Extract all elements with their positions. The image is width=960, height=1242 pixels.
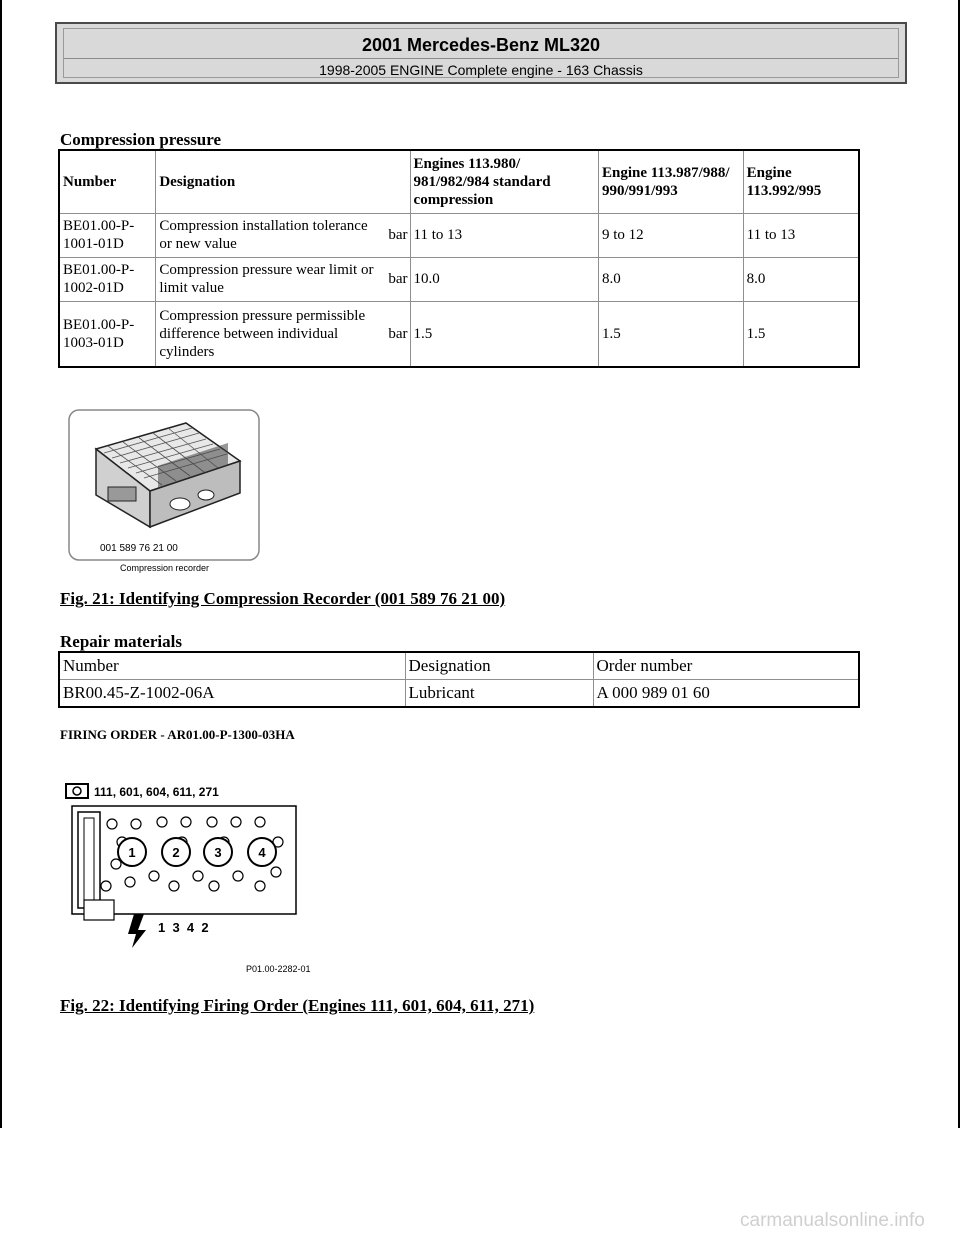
firing-order-heading: FIRING ORDER - AR01.00-P-1300-03HA <box>60 727 295 742</box>
cell-value: 11 to 13 <box>743 213 859 257</box>
cell-unit: bar <box>382 301 410 367</box>
repair-heading: Repair materials <box>60 632 182 651</box>
table-header-row <box>59 150 859 213</box>
watermark: carmanualsonline.info <box>740 1210 925 1231</box>
repair-materials-table <box>58 651 860 708</box>
cell-designation: Compression pressure wear limit or limit value <box>156 257 382 301</box>
header-divider <box>64 58 898 59</box>
cell-number: BE01.00-P-1003-01D <box>59 301 156 367</box>
compression-heading: Compression pressure <box>60 130 222 149</box>
col-header-engine-992: Engine 113.992/995 <box>743 150 859 213</box>
page-left-edge <box>0 0 2 1128</box>
table-row <box>59 680 859 708</box>
header-inner-frame <box>63 28 899 78</box>
cell-value: 1.5 <box>743 301 859 367</box>
col-header-designation: Designation <box>405 652 593 680</box>
firing-order-label: 1 3 4 2 <box>158 920 209 935</box>
cell-value: 11 to 13 <box>410 213 598 257</box>
cell-order-number: A 000 989 01 60 <box>593 680 859 708</box>
compression-table <box>58 149 860 368</box>
cell-value: 1.5 <box>598 301 743 367</box>
table-row <box>59 301 859 367</box>
cell-designation: Compression pressure permissible difference between individual cylinders <box>156 301 382 367</box>
cell-number: BR00.45-Z-1002-06A <box>59 680 405 708</box>
header-title: 2001 Mercedes-Benz ML320 <box>361 35 601 55</box>
cell-value: 8.0 <box>598 257 743 301</box>
cylinder-label: 3 <box>214 845 222 860</box>
header-subtitle: 1998-2005 ENGINE Complete engine - 163 Chassis <box>319 62 643 78</box>
engine-icon <box>66 784 88 798</box>
col-header-order-number: Order number <box>593 652 859 680</box>
cell-designation: Compression installation tolerance or new value <box>156 213 382 257</box>
col-header-number: Number <box>59 652 405 680</box>
cell-value: 1.5 <box>410 301 598 367</box>
col-header-designation: Designation <box>156 150 410 213</box>
cell-unit: bar <box>382 213 410 257</box>
figure21-caption: Fig. 21: Identifying Compression Recorder (001 589 76 21 00) <box>60 589 506 608</box>
compression-recorder-image <box>68 409 262 577</box>
col-header-number: Number <box>59 150 156 213</box>
figure21-image-caption: Compression recorder <box>120 563 210 573</box>
table-row <box>59 257 859 301</box>
ignition-arrow-icon <box>128 914 146 948</box>
cylinder-label: 2 <box>172 845 180 860</box>
figure22-caption: Fig. 22: Identifying Firing Order (Engines 111, 601, 604, 611, 271) <box>60 996 535 1015</box>
engines-label: 111, 601, 604, 611, 271 <box>94 785 219 799</box>
cell-designation: Lubricant <box>405 680 593 708</box>
col-header-engines-standard: Engines 113.980/ 981/982/984 standard compression <box>410 150 598 213</box>
diagram-code: P01.00-2282-01 <box>246 964 311 974</box>
cylinder-label: 1 <box>128 845 136 860</box>
col-header-engine-987: Engine 113.987/988/ 990/991/993 <box>598 150 743 213</box>
table-row <box>59 213 859 257</box>
document-header <box>55 22 907 84</box>
cell-number: BE01.00-P-1002-01D <box>59 257 156 301</box>
cell-value: 8.0 <box>743 257 859 301</box>
figure21-part-number: 001 589 76 21 00 <box>100 543 178 554</box>
table-header-row <box>59 652 859 680</box>
cell-value: 10.0 <box>410 257 598 301</box>
cell-number: BE01.00-P-1001-01D <box>59 213 156 257</box>
cell-unit: bar <box>382 257 410 301</box>
firing-order-diagram <box>62 772 312 978</box>
cylinder-label: 4 <box>258 845 266 860</box>
cell-value: 9 to 12 <box>598 213 743 257</box>
